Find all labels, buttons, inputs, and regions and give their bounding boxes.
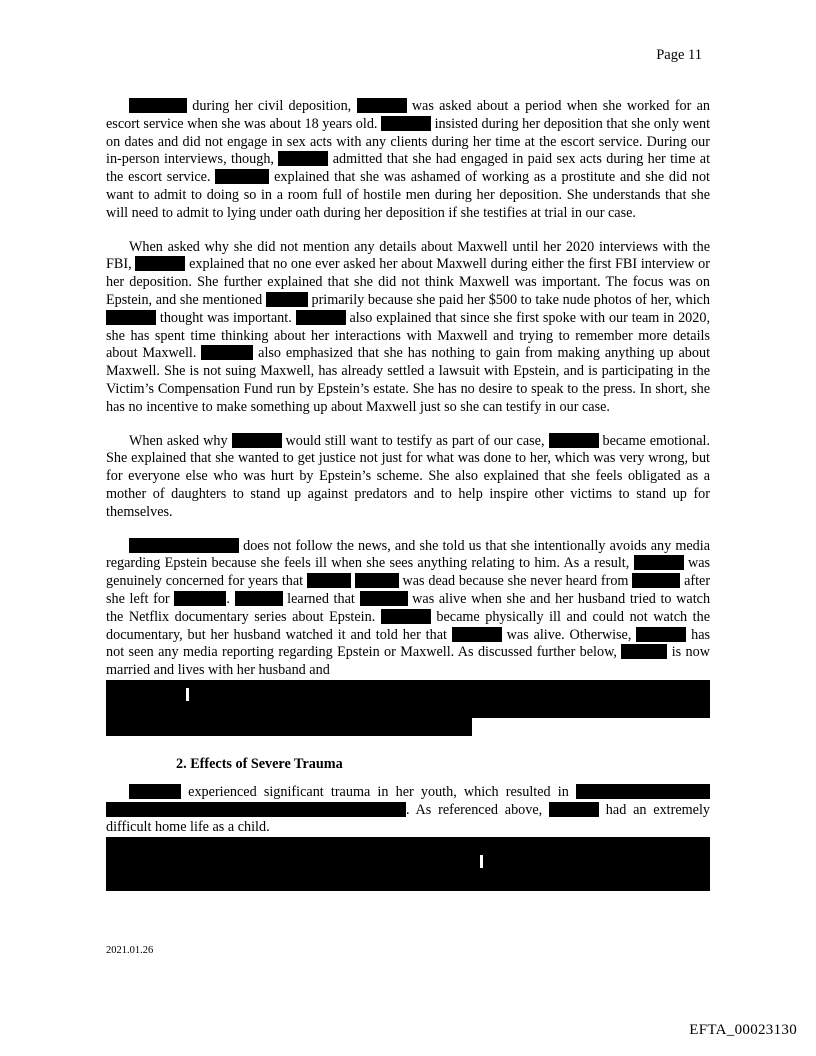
redaction-block	[129, 538, 239, 553]
redaction-block	[636, 627, 686, 642]
redaction-block	[135, 256, 185, 271]
redaction-block	[215, 169, 269, 184]
text-span: When asked why she did not mention any details about Maxwell until her 2020 interviews with the FBI,	[106, 238, 710, 273]
redaction-block	[106, 802, 406, 817]
paragraph-media	[106, 538, 710, 680]
redaction-block	[106, 680, 710, 718]
paragraph-fbi-interviews	[106, 239, 710, 417]
redaction-block	[621, 644, 667, 659]
text-span: was alive when she and her husband tried to watch the Netflix documentary series about Epstein.	[106, 590, 711, 625]
text-span: .	[226, 590, 230, 607]
redaction-block	[381, 116, 431, 131]
text-span: . As referenced above,	[406, 801, 543, 818]
redaction-block	[106, 310, 156, 325]
redaction-block	[360, 591, 408, 606]
paragraph-motivation	[106, 433, 710, 522]
text-span: admitted that she had engaged in paid sex acts during her time at the escort service.	[106, 151, 711, 186]
text-span: would still want to testify as part of our case,	[285, 432, 545, 449]
redaction-block	[106, 718, 472, 736]
redaction-block	[355, 573, 399, 588]
text-span: was dead because she never heard from	[402, 573, 629, 590]
text-span: has not seen any media reporting regarding Epstein or Maxwell. As discussed further below,	[106, 626, 711, 661]
text-span: explained that she was ashamed of working as a prostitute and she did not want to admit to doing so in a room full of hostile men during her deposition. She understands that she will need to admit to lying under oath during her deposition if she testifies at trial in our case.	[106, 169, 710, 221]
date-stamp: 2021.01.26	[106, 945, 154, 956]
text-span: primarily because she paid her $500 to take nude photos of her, which	[311, 291, 711, 308]
redaction-block	[129, 98, 187, 113]
text-span: was asked about a period when she worked for an escort service when she was about 18 years old.	[106, 98, 711, 132]
text-span: also emphasized that she has nothing to gain from making anything up about Maxwell. She is not suing Maxwell, has already settled a lawsuit with Epstein, and is participating in the Victim’s Compensation Fund run by Epstein’s estate. She has no desire to speak to the press. In short, she has no incentive to make something up about Maxwell just so she can testify in our case.	[106, 345, 711, 415]
text-span: does not follow the news, and she told us that she intentionally avoids any media regarding Epstein because she feels ill when she sees anything relating to him. As a result,	[106, 537, 710, 572]
redaction-block	[549, 802, 599, 817]
section-heading: 2. Effects of Severe Trauma	[176, 755, 343, 772]
redaction-block	[174, 591, 226, 606]
redaction-block	[129, 784, 181, 799]
text-span: was genuinely concerned for years that	[106, 555, 711, 590]
text-span: after she left for	[106, 573, 711, 607]
page-number: Page 11	[656, 47, 702, 63]
paragraph-escort-service	[106, 98, 710, 223]
text-span: became physically ill and could not watch the documentary, but her husband watched it and told her that	[106, 608, 711, 643]
redaction-block	[307, 573, 351, 588]
text-span: also explained that since she first spoke with our team in 2020, she has spent time thinking about her interactions with Maxwell and trying to remember more details about Maxwell.	[106, 309, 711, 362]
text-span: thought was important.	[159, 309, 292, 326]
redaction-block	[278, 151, 328, 166]
text-span: experienced significant trauma in her youth, which resulted in	[188, 783, 569, 800]
redaction-block	[576, 784, 710, 799]
redaction-block	[357, 98, 407, 113]
redaction-block	[632, 573, 680, 588]
document-id: EFTA_00023130	[689, 1022, 797, 1038]
redaction-block	[201, 345, 253, 360]
paragraph-trauma	[106, 784, 710, 837]
redaction-gap	[480, 855, 483, 868]
redaction-gap	[186, 688, 189, 701]
redaction-block	[106, 837, 710, 891]
document-body	[106, 98, 710, 891]
redaction-block	[235, 591, 283, 606]
redaction-block	[266, 292, 308, 307]
text-span: became emotional. She explained that she wanted to get justice not just for what was done to her, which was very wrong, but for everyone else who was hurt by Epstein’s scheme. She also explained that she feels obligated as a mother of daughters to stand up against predators and to help inspire other victims to stand up for themselves.	[106, 432, 711, 520]
redaction-block	[381, 609, 431, 624]
text-span: is now married and lives with her husband and	[106, 644, 710, 679]
redaction-block	[296, 310, 346, 325]
redaction-block	[452, 627, 502, 642]
redaction-block	[549, 433, 599, 448]
text-span: learned that	[287, 590, 355, 607]
redaction-block	[232, 433, 282, 448]
text-span: was alive. Otherwise,	[506, 626, 632, 643]
text-span: during her civil deposition,	[192, 98, 352, 114]
text-span: insisted during her deposition that she only went on dates and did not engage in sex acts with any clients during her time at the escort service. During our in-person interviews, though,	[106, 115, 711, 168]
text-span: When asked why	[129, 432, 228, 449]
text-span: had an extremely difficult home life as a child.	[106, 801, 710, 836]
text-span: explained that no one ever asked her about Maxwell during either the first FBI interview or her deposition. She further explained that she did not think Maxwell was important. The focus was on Epstein, and she mentioned	[106, 256, 710, 308]
redaction-block	[634, 555, 684, 570]
